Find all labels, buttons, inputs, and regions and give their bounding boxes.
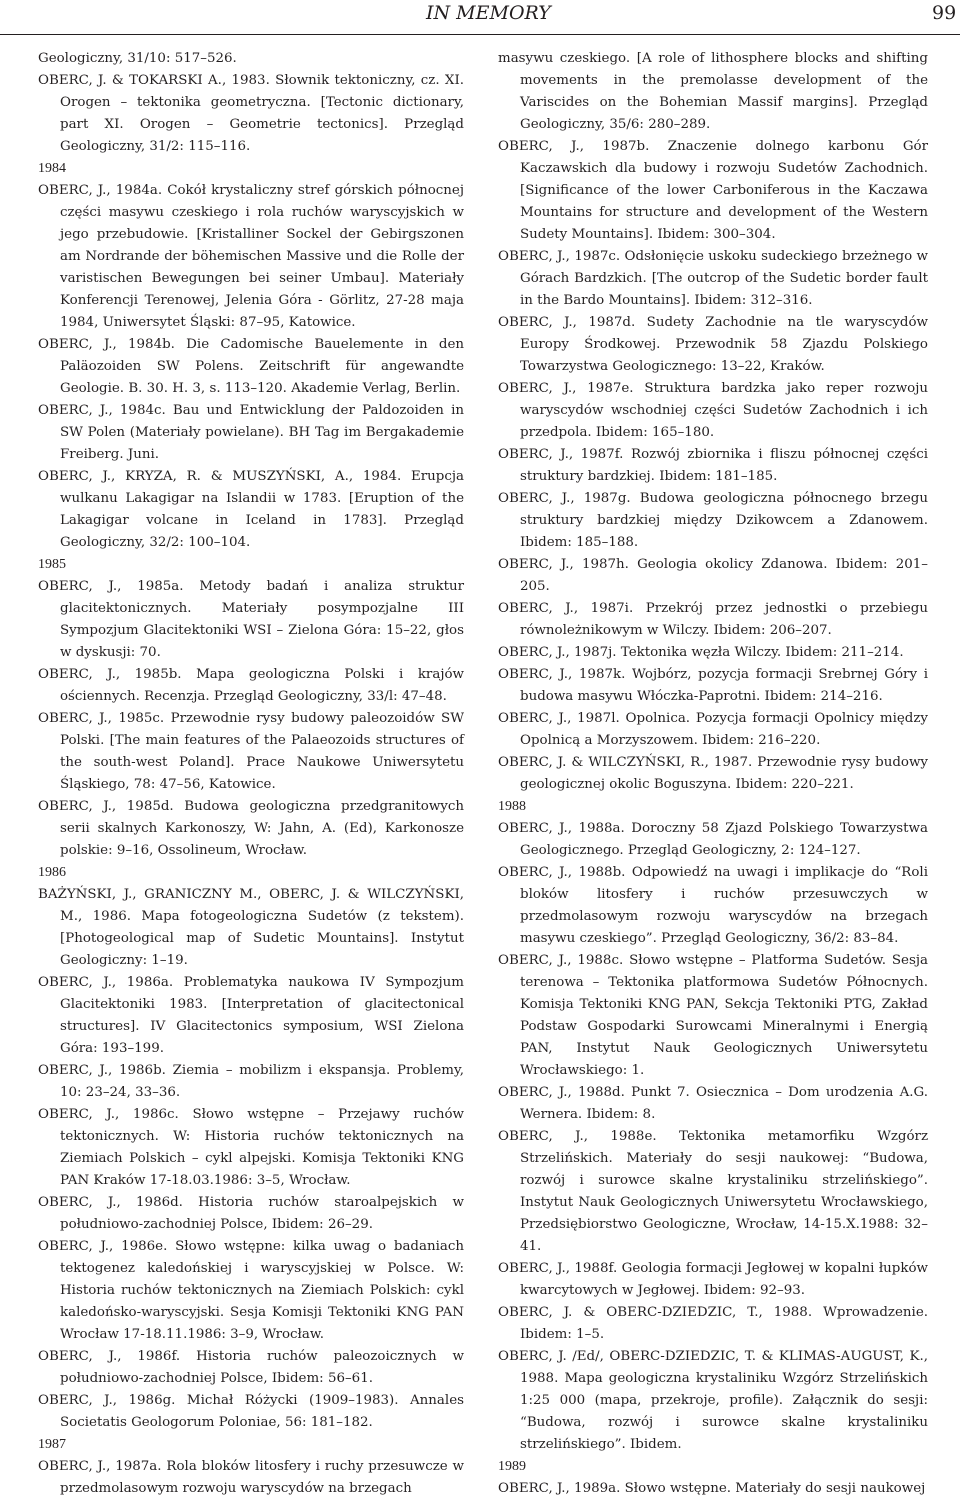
reference-entry: OBERC, J., 1988b. Odpowiedź na uwagi i implikacje do “Roli bloków litosfery i ruchów przesuwczych w przedmolasowym rozwoju waryscydów na brzegach masywu czeskiego”. Przegląd Geologiczny, 36/2: 83–84. [498,865,928,946]
reference-entry: OBERC, J., 1985d. Budowa geologiczna przedgranitowych serii skalnych Karkonoszy, W: Jahn, A. (Ed), Karkonosze polskie: 9–16, Ossolineum, Wrocław. [38,799,464,858]
reference-entry: OBERC, J. & TOKARSKI A., 1983. Słownik tektoniczny, cz. XI. Orogen – tektonika geometryczna. [Tectonic dictionary, part XI. Orogen – Geometrie tectonics]. Przegląd Geologiczny, 31/2: 115–116. [38,73,464,154]
page-number: 99 [932,2,957,24]
reference-entry: OBERC, J., KRYZA, R. & MUSZYŃSKI, A., 1984. Erupcja wulkanu Lakagigar na Islandii w 1783. [Eruption of the Lakagigar volcane in Iceland in 1783]. Przegląd Geologiczny, 32/2: 100–104. [38,469,464,550]
reference-entry: OBERC, J., 1987l. Opolnica. Pozycja formacji Opolnicy między Opolnicą a Morzyszowem. Ibidem: 216–220. [498,711,928,748]
year-heading: 1985 [38,557,66,572]
reference-entry: OBERC, J., 1986a. Problematyka naukowa IV Sympozjum Glacitektoniki 1983. [Interpretation of glacitectonical structures]. IV Glacitectonics symposium, WSI Zielona Góra: 193–199. [38,975,464,1056]
reference-entry: OBERC, J., 1987k. Wojbórz, pozycja formacji Srebrnej Góry i budowa masywu Włóczka-Paprotni. Ibidem: 214–216. [498,667,928,704]
reference-entry: OBERC, J., 1988d. Punkt 7. Osiecznica – Dom urodzenia A.G. Wernera. Ibidem: 8. [498,1085,928,1122]
reference-entry: OBERC, J. /Ed/, OBERC-DZIEDZIC, T. & KLIMAS-AUGUST, K., 1988. Mapa geologiczna krystaliniku Wzgórz Strzelińskich 1:25 000 (mapa, przekroje, profile). Załącznik do sesji: “Budowa, rozwój i surowce skalne krystaliniku strzelińskiego”. Ibidem. [498,1349,928,1452]
section-title: IN MEMORY [426,2,551,24]
reference-entry: OBERC, J., 1985b. Mapa geologiczna Polski i krajów ościennych. Recenzja. Przegląd Geologiczny, 33/l: 47–48. [38,667,464,704]
reference-entry: OBERC, J., 1988c. Słowo wstępne – Platforma Sudetów. Sesja terenowa – Tektonika platformowa Sudetów Północnych. Komisja Tektoniki KNG PAN, Sekcja Tektoniki PTG, Zakład Podstaw Gospodarki Surowcami Mineralnymi i Energią PAN, Instytut Nauk Geologicznych Uniwersytetu Wrocławskiego: 1. [498,953,928,1078]
reference-entry: OBERC, J. & WILCZYŃSKI, R., 1987. Przewodnie rysy budowy geologicznej okolic Boguszyna. Ibidem: 220–221. [498,755,928,792]
reference-entry: OBERC, J., 1987h. Geologia okolicy Zdanowa. Ibidem: 201–205. [498,557,928,594]
right-column [498,48,928,1500]
reference-entry: OBERC, J., 1986g. Michał Różycki (1909–1983). Annales Societatis Geologorum Poloniae, 56: 181–182. [38,1393,464,1430]
reference-entry: OBERC, J., 1987d. Sudety Zachodnie na tle waryscydów Europy Środkowej. Przewodnik 58 Zjazdu Polskiego Towarzystwa Geologicznego: 13–22, Kraków. [498,315,928,374]
reference-entry: OBERC, J. & OBERC-DZIEDZIC, T., 1988. Wprowadzenie. Ibidem: 1–5. [498,1305,928,1342]
reference-entry: Geologiczny, 31/10: 517–526. [38,51,237,66]
reference-entry: OBERC, J., 1987i. Przekrój przez jednostki o przebiegu równoleżnikowym w Wilczy. Ibidem: 206–207. [498,601,928,638]
reference-entry: OBERC, J., 1987c. Odsłonięcie uskoku sudeckiego brzeżnego w Górach Bardzkich. [The outcrop of the Sudetic border fault in the Bardo Mountains]. Ibidem: 312–316. [498,249,928,308]
reference-entry: OBERC, J., 1986c. Słowo wstępne – Przejawy ruchów tektonicznych. W: Historia ruchów tektonicznych na Ziemiach Polskich – cykl alpejski. Komisja Tektoniki KNG PAN Kraków 17-18.03.1986: 3–5, Wrocław. [38,1107,464,1188]
reference-entry: OBERC, J., 1987g. Budowa geologiczna północnego brzegu struktury bardzkiej między Dzikowcem a Zdanowem. Ibidem: 185–188. [498,491,928,550]
reference-entry: OBERC, J., 1984c. Bau und Entwicklung der Paldozoiden in SW Polen (Materiały powielane). BH Tag im Bergakademie Freiberg. Juni. [38,403,464,462]
reference-entry: OBERC, J., 1987f. Rozwój zbiornika i fliszu północnej części struktury bardzkiej. Ibidem: 181–185. [498,447,928,484]
reference-entry: OBERC, J., 1986b. Ziemia – mobilizm i ekspansja. Problemy, 10: 23–24, 33–36. [38,1063,464,1100]
reference-entry: BAŻYŃSKI, J., GRANICZNY M., OBERC, J. & WILCZYŃSKI, M., 1986. Mapa fotogeologiczna Sudetów (z tekstem). [Photogeological map of Sudetic Mountains]. Instytut Geologiczny: 1–19. [38,887,464,968]
reference-entry: OBERC, J., 1988e. Tektonika metamorfiku Wzgórz Strzelińskich. Materiały do sesji naukowej: “Budowa, rozwój i surowce skalne krystaliniku strzelińskiego”. Instytut Nauk Geologicznych Uniwersytetu Wrocławskiego, Przedsiębiorstwo Geologiczne, Wrocław, 14-15.X.1988: 32–41. [498,1129,928,1254]
reference-entry: OBERC, J., 1986e. Słowo wstępne: kilka uwag o badaniach tektogenez kaledońskiej i waryscyjskiej w Polsce. W: Historia ruchów tektonicznych na Ziemiach Polskich: cykl kaledońsko-waryscyjski. Sesja Komisji Tektoniki KNG PAN Wrocław 17-18.11.1986: 3–9, Wrocław. [38,1239,464,1342]
reference-entry: OBERC, J., 1985c. Przewodnie rysy budowy paleozoidów SW Polski. [The main features of the Palaeozoids structures of the south-west Poland]. Prace Naukowe Uniwersytetu Śląskiego, 78: 47–56, Katowice. [38,711,464,792]
reference-entry: masywu czeskiego. [A role of lithosphere blocks and shifting movements in the premolasse development of the Variscides on the Bohemian Massif margins]. Przegląd Geologiczny, 35/6: 280–289. [498,51,928,132]
year-heading: 1987 [38,1437,66,1452]
year-heading: 1989 [498,1459,526,1474]
year-heading: 1984 [38,161,66,176]
reference-entry: OBERC, J., 1987j. Tektonika węzła Wilczy. Ibidem: 211–214. [498,645,904,660]
reference-entry: OBERC, J., 1987e. Struktura bardzka jako reper rozwoju waryscydów wschodniej części Sudetów Zachodnich i ich przedpola. Ibidem: 165–180. [498,381,928,440]
year-heading: 1986 [38,865,66,880]
running-header [0,0,960,32]
reference-entry: OBERC, J., 1988a. Doroczny 58 Zjazd Polskiego Towarzystwa Geologicznego. Przegląd Geologiczny, 2: 124–127. [498,821,928,858]
left-column [38,48,464,1500]
reference-entry: OBERC, J., 1989a. Słowo wstępne. Materiały do sesji naukowej [498,1481,926,1496]
reference-entry: OBERC, J., 1985a. Metody badań i analiza struktur glacitektonicznych. Materiały posympozjalne III Sympozjum Glacitektoniki WSI – Zielona Góra: 15–22, głos w dyskusji: 70. [38,579,464,660]
reference-entry: OBERC, J., 1984b. Die Cadomische Bauelemente in den Paläozoiden SW Polens. Zeitschrift für angewandte Geologie. B. 30. H. 3, s. 113–120. Akademie Verlag, Berlin. [38,337,464,396]
reference-entry: OBERC, J., 1984a. Cokół krystaliczny stref górskich północnej części masywu czeskiego i rola ruchów waryscyjskich w jego przebudowie. [Kristalliner Sockel der Gebirgszonen am Nordrande der böhemischen Massive und die Rolle der varistischen Bewegungen bei seiner Umbau]. Materiały Konferencji Terenowej, Jelenia Góra - Görlitz, 27-28 maja 1984, Uniwersytet Śląski: 87–95, Katowice. [38,183,464,330]
reference-entry: OBERC, J., 1986d. Historia ruchów staroalpejskich w południowo-zachodniej Polsce, Ibidem: 26–29. [38,1195,464,1232]
reference-entry: OBERC, J., 1987a. Rola bloków litosfery i ruchy przesuwcze w przedmolasowym rozwoju waryscydów na brzegach [38,1459,464,1496]
year-heading: 1988 [498,799,526,814]
header-rule [0,34,960,35]
reference-entry: OBERC, J., 1988f. Geologia formacji Jegłowej w kopalni łupków kwarcytowych w Jegłowej. Ibidem: 92–93. [498,1261,928,1298]
reference-entry: OBERC, J., 1986f. Historia ruchów paleozoicznych w południowo-zachodniej Polsce, Ibidem: 56–61. [38,1349,464,1386]
reference-entry: OBERC, J., 1987b. Znaczenie dolnego karbonu Gór Kaczawskich dla budowy i rozwoju Sudetów Zachodnich. [Significance of the lower Carboniferous in the Kaczawa Mountains for structure and development of the Western Sudety Mountains]. Ibidem: 300–304. [498,139,928,242]
